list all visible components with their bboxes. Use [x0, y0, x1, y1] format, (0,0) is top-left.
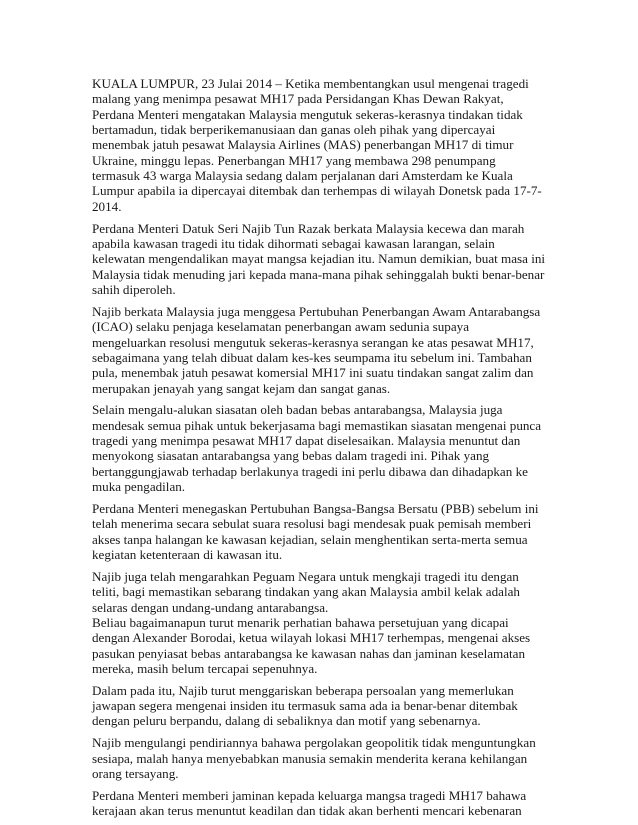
article-body	[92, 76, 546, 825]
paragraph-7: Beliau bagaimanapun turut menarik perhatian bahawa persetujuan yang dicapai dengan Alexander Borodai, ketua wilayah lokasi MH17 terhempas, mengenai akses pasukan penyiasat bebas antarabangsa ke kawasan nahas dan jaminan keselamatan mereka, masih belum tercapai sepenuhnya.	[92, 614, 531, 676]
paragraph-8: Dalam pada itu, Najib turut menggariskan beberapa persoalan yang memerlukan jawapan segera mengenai insiden itu termasuk sama ada ia benar-benar ditembak dengan peluru berpandu, dalang di sebaliknya dan motif yang sebenarnya.	[92, 682, 518, 729]
paragraph-10: Perdana Menteri memberi jaminan kepada keluarga mangsa tragedi MH17 bahawa kerajaan akan terus menuntut keadilan dan tidak akan berhenti mencari kebenaran	[92, 787, 527, 819]
paragraph-2: Perdana Menteri Datuk Seri Najib Tun Razak berkata Malaysia kecewa dan marah apabila kawasan tragedi itu tidak dihormati sebagai kawasan larangan, selain kelewatan mengendalikan mayat mangsa kejadian itu. Namun demikian, buat masa ini Malaysia tidak menuding jari kepada mana-mana pihak sehinggalah bukti benar-benar sahih diperoleh.	[92, 220, 546, 297]
paragraph-9: Najib mengulangi pendiriannya bahawa pergolakan geopolitik tidak menguntungkan sesiapa, malah hanya menyebabkan manusia semakin menderita kerana kehilangan orang tersayang.	[92, 735, 536, 781]
paragraph-6: Najib juga telah mengarahkan Peguam Negara untuk mengkaji tragedi itu dengan teliti, bagi memastikan sebarang tindakan yang akan Malaysia ambil kelak adalah selaras dengan undang-undang antarabangsa.	[92, 568, 520, 615]
paragraph-4: Selain mengalu-alukan siasatan oleh badan bebas antarabangsa, Malaysia juga mendesak semua pihak untuk bekerjasama bagi memastikan siasatan mengenai punca tragedi yang menimpa pesawat MH17 dapat diselesaikan. Malaysia menuntut dan menyokong siasatan antarabangsa yang bebas dalam tragedi ini. Pihak yang bertanggungjawab terhadap berlakunya tragedi ini perlu dibawa dan dihadapkan ke muka pengadilan.	[92, 402, 542, 495]
paragraph-1: KUALA LUMPUR, 23 Julai 2014 – Ketika membentangkan usul mengenai tragedi malang yang menimpa pesawat MH17 pada Persidangan Khas Dewan Rakyat, Perdana Menteri mengatakan Malaysia mengutuk sekeras-kerasnya tindakan tidak bertamadun, tidak berperikemanusiaan dan ganas oleh pihak yang dipercayai menembak jatuh pesawat Malaysia Airlines (MAS) penerbangan MH17 di timur Ukraine, minggu lepas. Penerbangan MH17 yang membawa 298 penumpang termasuk 43 warga Malaysia sedang dalam perjalanan dari Amsterdam ke Kuala Lumpur apabila ia dipercayai ditembak dan terhempas di wilayah Donetsk pada 17-7-2014.	[92, 76, 542, 214]
paragraph-3: Najib berkata Malaysia juga menggesa Pertubuhan Penerbangan Awam Antarabangsa (ICAO) selaku penjaga keselamatan penerbangan awam sedunia supaya mengeluarkan resolusi mengutuk sekeras-kerasnya serangan ke atas pesawat MH17, sebagaimana yang telah dibuat dalam kes-kes seumpama itu sebelum ini. Tambahan pula, menembak jatuh pesawat komersial MH17 ini suatu tindakan sangat zalim dan merupakan jenayah yang sangat kejam dan sangat ganas.	[92, 303, 541, 396]
paragraph-5: Perdana Menteri menegaskan Pertubuhan Bangsa-Bangsa Bersatu (PBB) sebelum ini telah menerima secara sebulat suara resolusi bagi mendesak puak pemisah memberi akses tanpa halangan ke kawasan kejadian, selain menghentikan serta-merta semua kegiatan ketenteraan di kawasan itu.	[92, 500, 539, 562]
